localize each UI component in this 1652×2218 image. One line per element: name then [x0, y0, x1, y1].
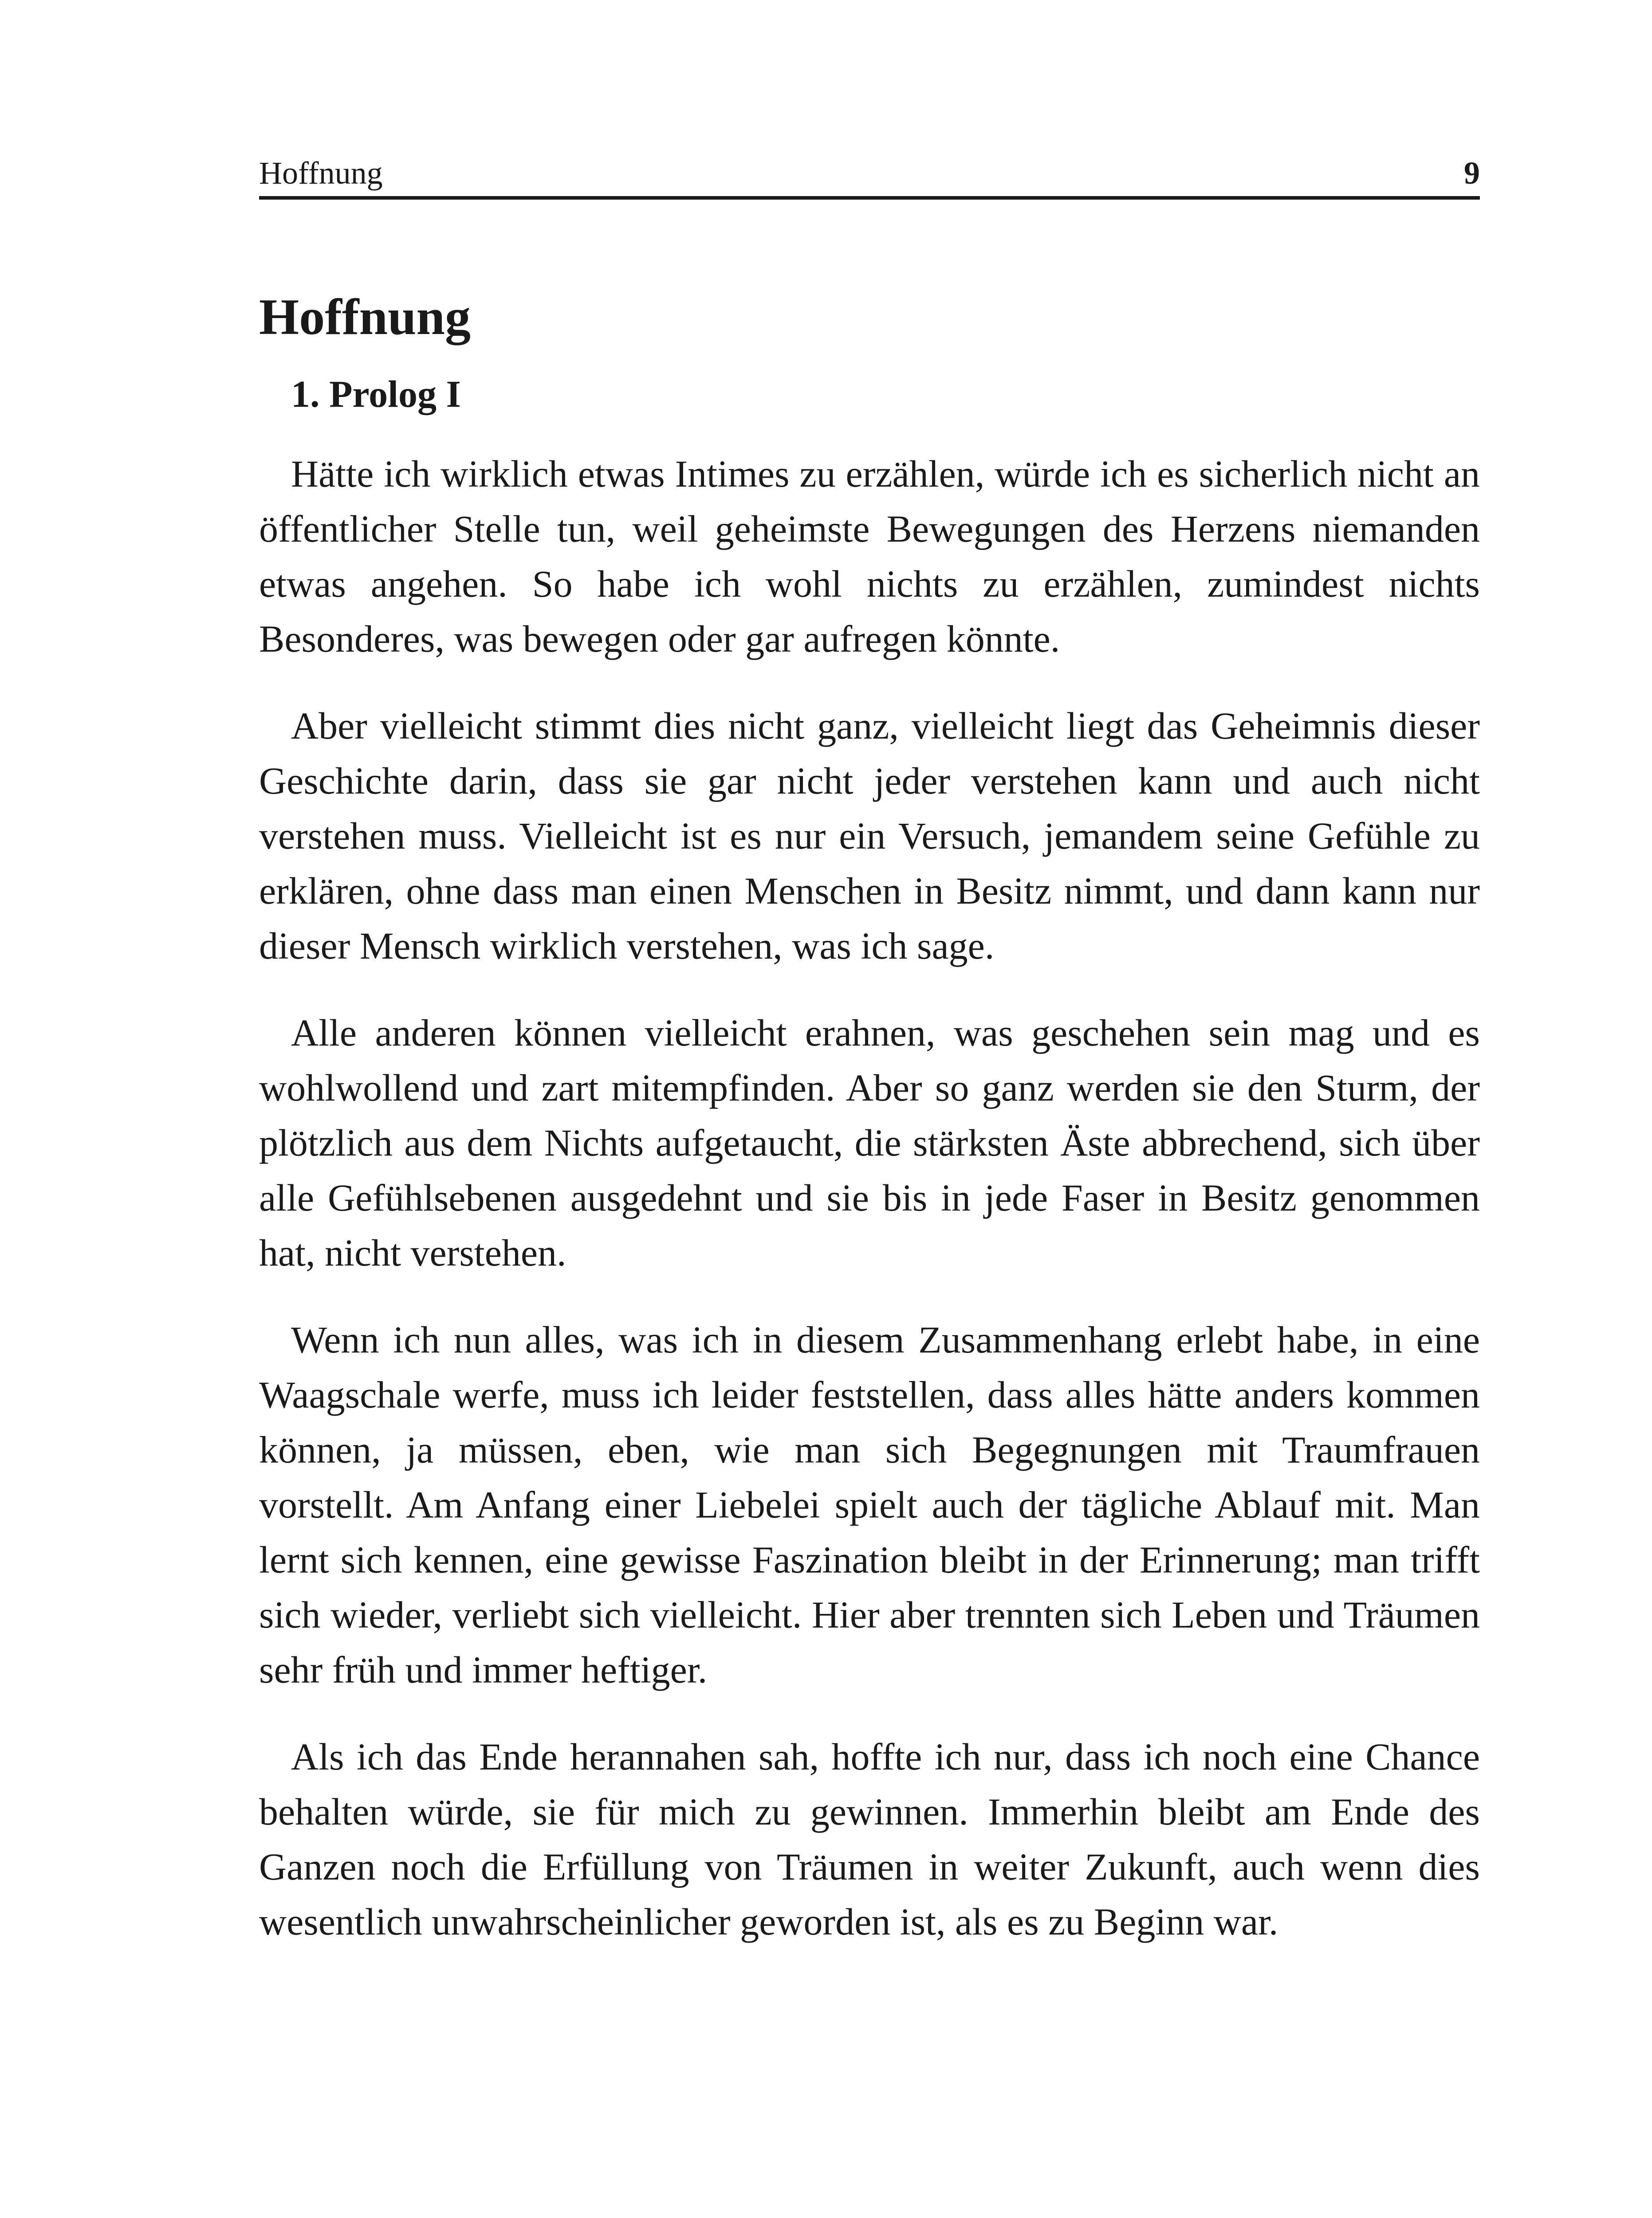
page-number: 9	[1464, 155, 1480, 191]
body-paragraph: Alle anderen können vielleicht erahnen, was geschehen sein mag und es wohlwollend und zart mitempfinden. Aber so ganz werden sie den Sturm, der plötzlich aus dem Nichts aufgetaucht, die stärksten Äste abbrechend, sich über alle Gefühlsebenen ausgedehnt und sie bis in jede Faser in Besitz genommen hat, nicht verstehen.	[259, 1011, 1480, 1274]
body-paragraph: Aber vielleicht stimmt dies nicht ganz, vielleicht liegt das Geheimnis dieser Geschichte darin, dass sie gar nicht jeder verstehen kann und auch nicht verstehen muss. Vielleicht ist es nur ein Versuch, jemandem seine Gefühle zu erklären, ohne dass man einen Menschen in Besitz nimmt, und dann kann nur dieser Mensch wirklich verstehen, was ich sage.	[259, 704, 1480, 967]
running-header	[259, 151, 1480, 200]
page-content	[259, 284, 1480, 1949]
section-heading: 1. Prolog I	[291, 373, 461, 415]
running-header-title: Hoffnung	[259, 155, 383, 191]
body-paragraph: Als ich das Ende herannahen sah, hoffte ich nur, dass ich noch eine Chance behalten würde, sie für mich zu gewinnen. Immerhin bleibt am Ende des Ganzen noch die Erfüllung von Träumen in weiter Zukunft, auch wenn dies wesentlich unwahrscheinlicher geworden ist, als es zu Beginn war.	[259, 1735, 1480, 1943]
body-paragraph: Hätte ich wirklich etwas Intimes zu erzählen, würde ich es sicherlich nicht an öffentlicher Stelle tun, weil geheimste Bewegungen des Herzens niemanden etwas angehen. So habe ich wohl nichts zu erzählen, zumindest nichts Besonderes, was bewegen oder gar aufregen könnte.	[259, 452, 1480, 660]
chapter-title: Hoffnung	[259, 289, 471, 346]
body-paragraph: Wenn ich nun alles, was ich in diesem Zusammenhang erlebt habe, in eine Waagschale werfe, muss ich leider feststellen, dass alles hätte anders kommen können, ja müssen, eben, wie man sich Begegnungen mit Traumfrauen vorstellt. Am Anfang einer Liebelei spielt auch der tägliche Ablauf mit. Man lernt sich kennen, eine gewisse Faszination bleibt in der Erinnerung; man trifft sich wieder, verliebt sich vielleicht. Hier aber trennten sich Leben und Träumen sehr früh und immer heftiger.	[259, 1318, 1480, 1691]
